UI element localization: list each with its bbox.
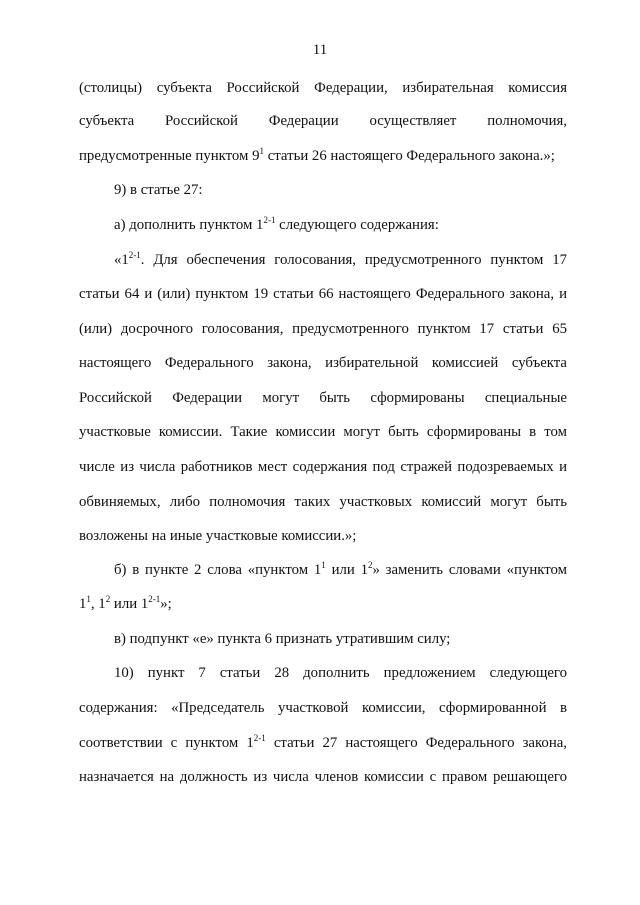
text-run: содержания: «Председатель участковой комиссии, сформированной в xyxy=(79,700,567,716)
text-run: обвиняемых, либо полномочия таких участковых комиссий могут быть xyxy=(79,494,567,510)
text-run: 9) в статье 27: xyxy=(114,182,203,198)
text-run: 10) пункт 7 статьи 28 дополнить предложением следующего xyxy=(114,665,567,681)
text-line xyxy=(79,526,567,546)
text-run: назначается на должность из числа членов комиссии с правом решающего xyxy=(79,769,567,785)
text-line xyxy=(114,250,567,270)
text-line xyxy=(79,422,567,442)
text-line xyxy=(79,594,567,614)
text-line xyxy=(114,215,567,235)
text-run: статьи 64 и (или) пунктом 19 статьи 66 настоящего Федерального закона, и xyxy=(79,286,567,302)
text-run: » заменить словами «пунктом xyxy=(372,562,567,578)
text-run: или 1 xyxy=(110,596,149,612)
superscript: 2-1 xyxy=(148,594,161,604)
text-run: числе из числа работников мест содержания под стражей подозреваемых и xyxy=(79,459,567,475)
text-run: »; xyxy=(160,596,172,612)
text-line xyxy=(79,284,567,304)
text-run: , 1 xyxy=(90,596,106,612)
text-line xyxy=(79,78,567,98)
text-line xyxy=(79,457,567,477)
text-run: 1 xyxy=(79,596,87,612)
text-run: статьи 27 настоящего Федерального закона, xyxy=(265,735,568,751)
text-line xyxy=(79,492,567,512)
text-run: (или) досрочного голосования, предусмотренного пунктом 17 статьи 65 xyxy=(79,321,567,337)
superscript: 1 xyxy=(86,594,91,604)
text-line xyxy=(79,319,567,339)
text-run: участковые комиссии. Такие комиссии могут быть сформированы в том xyxy=(79,424,567,440)
text-line xyxy=(114,180,567,200)
superscript: 2-1 xyxy=(128,250,141,260)
text-line xyxy=(79,698,567,718)
text-run: предусмотренные пунктом 9 xyxy=(79,148,260,164)
text-run: настоящего Федерального закона, избирательной комиссией субъекта xyxy=(79,355,567,371)
text-line xyxy=(79,111,567,131)
text-run: в) подпункт «е» пункта 6 признать утратившим силу; xyxy=(114,631,451,647)
text-line xyxy=(79,767,567,787)
text-line xyxy=(114,663,567,683)
text-run: возложены на иные участковые комиссии.»; xyxy=(79,528,357,544)
superscript: 2-1 xyxy=(253,733,266,743)
text-line xyxy=(79,388,567,408)
superscript: 2-1 xyxy=(263,215,276,225)
text-run: . Для обеспечения голосования, предусмотренного пунктом 17 xyxy=(140,252,567,268)
text-line xyxy=(114,560,567,580)
text-line xyxy=(79,146,567,166)
text-run: следующего содержания: xyxy=(275,217,439,233)
superscript: 1 xyxy=(321,560,326,570)
text-run: б) в пункте 2 слова «пунктом 1 xyxy=(114,562,322,578)
text-run: соответствии с пунктом 1 xyxy=(79,735,254,751)
text-run: (столицы) субъекта Российской Федерации, избирательная комиссия xyxy=(79,80,567,96)
text-line xyxy=(114,629,567,649)
superscript: 2 xyxy=(367,560,373,570)
text-run: «1 xyxy=(114,252,129,268)
text-line xyxy=(79,353,567,373)
text-run: статьи 26 настоящего Федерального закона.»; xyxy=(264,148,555,164)
text-run: Российской Федерации могут быть сформированы специальные xyxy=(79,390,567,406)
page-number: 11 xyxy=(312,42,328,58)
text-line xyxy=(79,733,567,753)
text-run: или 1 xyxy=(325,562,368,578)
superscript: 1 xyxy=(259,146,264,156)
text-run: субъекта Российской Федерации осуществляет полномочия, xyxy=(79,113,567,129)
superscript: 2 xyxy=(105,594,111,604)
text-run: а) дополнить пунктом 1 xyxy=(114,217,264,233)
